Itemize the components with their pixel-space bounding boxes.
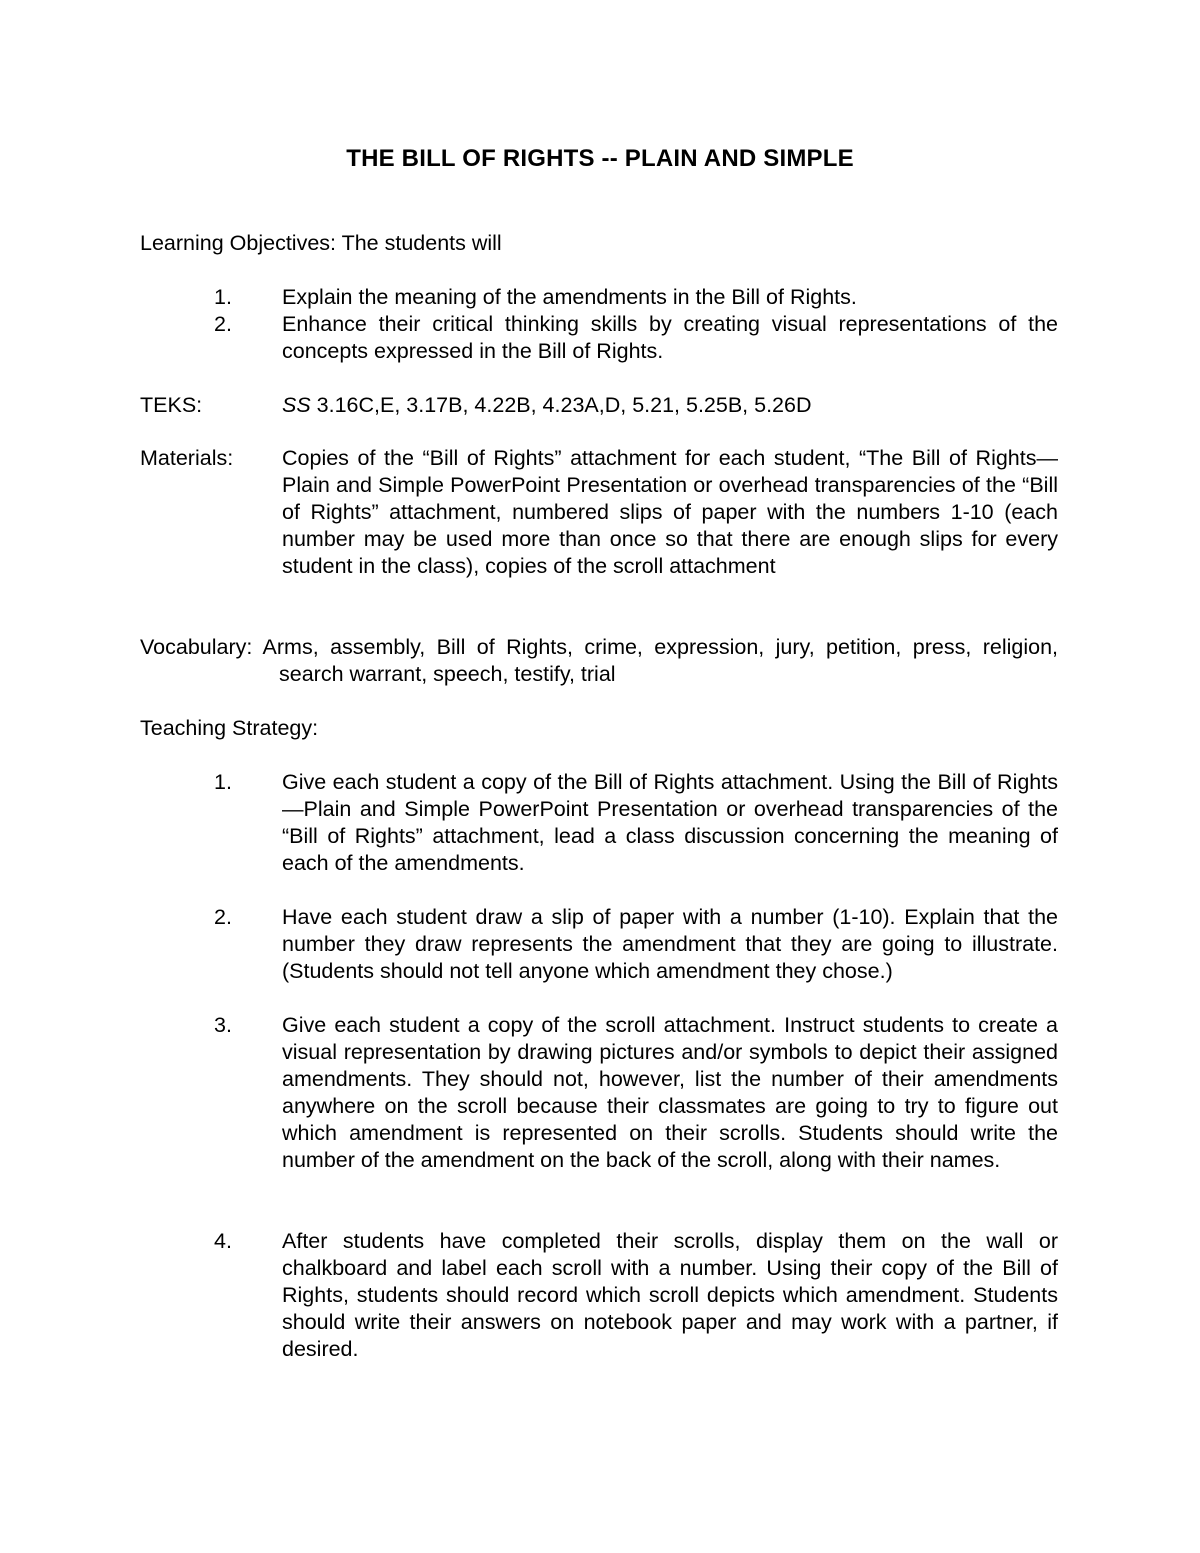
teks-value [282,392,812,419]
document-title: THE BILL OF RIGHTS -- PLAIN AND SIMPLE [346,145,854,172]
materials-label: Materials: [140,446,234,470]
teks-codes: 3.16C,E, 3.17B, 4.22B, 4.23A,D, 5.21, 5.25B, 5.26D [310,393,812,417]
materials-text: Copies of the “Bill of Rights” attachment for each student, “The Bill of Rights—Plain and Simple PowerPoint Presentation or overhead transparencies of the “Bill of Rights” attachment, numbered slips of paper with the numbers 1-10 (each number may be used more than once so that there are enough slips for every student in the class), copies of the scroll attachment [282,446,1058,578]
strategy-number-1: 1. [214,770,232,794]
strategy-text-4: After students have completed their scrolls, display them on the wall or chalkboard and label each scroll with a number. Using their copy of the Bill of Rights, students should record which scroll depicts which amendment. Students should write their answers on notebook paper and may work with a partner, if desired. [282,1229,1058,1361]
objective-number-1: 1. [214,285,232,309]
strategy-text-1: Give each student a copy of the Bill of Rights attachment. Using the Bill of Rights—Plain and Simple PowerPoint Presentation or overhead transparencies of the “Bill of Rights” attachment, lead a class discussion concerning the meaning of each of the amendments. [282,770,1058,875]
strategy-text-3: Give each student a copy of the scroll attachment. Instruct students to create a visual representation by drawing pictures and/or symbols to depict their assigned amendments. They should not, however, list the number of their amendments anywhere on the scroll because their classmates are going to try to figure out which amendment is represented on their scrolls. Students should write the number of the amendment on the back of the scroll, along with their names. [282,1013,1058,1172]
strategy-number-2: 2. [214,905,232,929]
strategy-text-2: Have each student draw a slip of paper with a number (1-10). Explain that the number they draw represents the amendment that they are going to illustrate. (Students should not tell anyone which amendment they chose.) [282,905,1058,983]
teks-prefix: SS [282,393,311,417]
objective-number-2: 2. [214,312,232,336]
strategy-number-3: 3. [214,1013,232,1037]
objectives-intro: Learning Objectives: The students will [140,231,502,255]
teks-label: TEKS: [140,393,203,417]
teaching-strategy-label: Teaching Strategy: [140,716,319,740]
objective-text-2: Enhance their critical thinking skills by creating visual representations of the concepts expressed in the Bill of Rights. [282,312,1058,363]
vocabulary-text: Vocabulary: Arms, assembly, Bill of Rights, crime, expression, jury, petition, press, religion, search warrant, speech, testify, trial [140,635,1058,686]
objective-text-1: Explain the meaning of the amendments in the Bill of Rights. [282,285,857,309]
strategy-number-4: 4. [214,1229,232,1253]
